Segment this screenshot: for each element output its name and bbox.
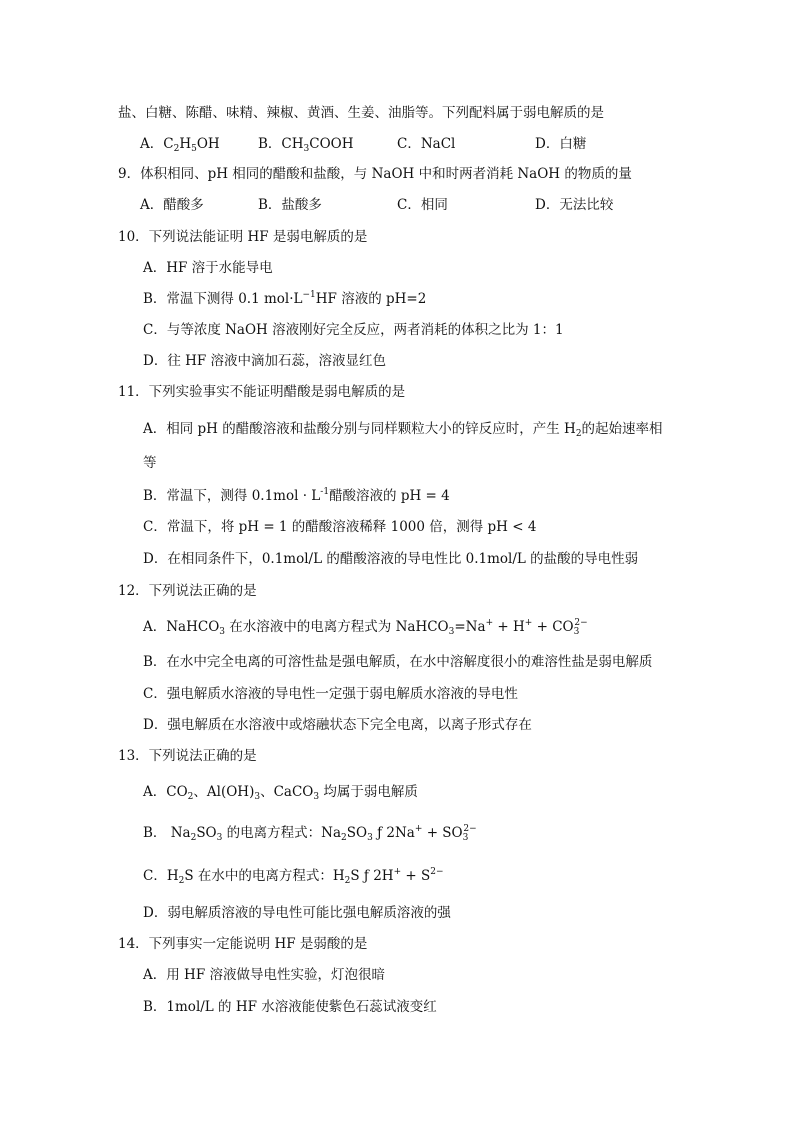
q11-option-a xyxy=(143,419,663,439)
superscript: + xyxy=(524,618,533,628)
option-text: HF 溶液的 pH=2 xyxy=(315,291,427,307)
subscript: 3 xyxy=(303,144,310,154)
option-b xyxy=(258,134,354,154)
subscript: 3 xyxy=(462,833,469,843)
subscript: 3 xyxy=(313,792,320,802)
question-10-stem: 10．下列说法能证明 HF 是弱电解质的是 xyxy=(118,229,368,245)
superscript: 2− xyxy=(430,867,444,877)
option-text: 、CaCO xyxy=(260,784,314,800)
option-d: D．白糖 xyxy=(535,136,587,152)
option-text: 的电离方程式：Na xyxy=(222,825,342,841)
option-text: B．常温下，测得 0.1mol · L xyxy=(143,488,321,504)
subscript: 5 xyxy=(191,144,197,154)
subscript: 2 xyxy=(178,876,185,886)
subscript: 3 xyxy=(254,792,261,802)
option-text: A．CO xyxy=(143,784,188,800)
option-text: S ƒ 2H xyxy=(350,868,394,884)
option-text: 醋酸溶液的 pH = 4 xyxy=(329,488,450,504)
q9-option-c: C．相同 xyxy=(397,197,448,213)
q9-option-a: A．醋酸多 xyxy=(140,197,204,213)
option-text: SO xyxy=(196,825,217,841)
subscript: 3 xyxy=(448,627,455,637)
superscript: −1 xyxy=(302,290,316,300)
q12-option-a xyxy=(143,617,588,637)
question-14-stem: 14．下列事实一定能说明 HF 是弱酸的是 xyxy=(118,936,368,952)
question-9-stem: 9．体积相同、pH 相同的醋酸和盐酸，与 NaOH 中和时两者消耗 NaOH 的物质的量 xyxy=(118,166,632,182)
q9-option-d: D．无法比较 xyxy=(535,197,614,213)
subscript: 3 xyxy=(367,833,373,843)
question-13-stem: 13．下列说法正确的是 xyxy=(118,748,257,764)
subscript: 2 xyxy=(187,792,194,802)
q9-option-b: B．盐酸多 xyxy=(258,197,322,213)
option-text: C．H xyxy=(143,868,179,884)
option-text: 均属于弱电解质 xyxy=(319,784,418,800)
question-12-stem: 12．下列说法正确的是 xyxy=(118,583,257,599)
q10-option-c: C．与等浓度 NaOH 溶液刚好完全反应，两者消耗的体积之比为 1：1 xyxy=(143,322,564,338)
q13-option-d: D．弱电解质溶液的导电性可能比强电解质溶液的强 xyxy=(143,905,451,921)
option-b-text: B．CH xyxy=(258,136,304,152)
q14-option-b: B．1mol/L 的 HF 水溶液能使紫色石蕊试液变红 xyxy=(143,999,437,1015)
option-text: 、Al(OH) xyxy=(193,784,255,800)
question-intro-text: 盐、白糖、陈醋、味精、辣椒、黄酒、生姜、油脂等。下列配料属于弱电解质的是 xyxy=(118,105,604,121)
subscript: 2 xyxy=(344,876,351,886)
option-text: + SO xyxy=(422,825,463,841)
option-text: + H xyxy=(493,619,525,635)
option-text: S 在水中的电离方程式：H xyxy=(184,868,345,884)
option-text: 的起始速率相 xyxy=(581,421,663,437)
subscript: 2 xyxy=(190,833,197,843)
q13-option-b xyxy=(143,823,477,843)
superscript: -1 xyxy=(320,487,330,497)
option-b-text: COOH xyxy=(309,136,354,152)
option-text: ƒ 2Na xyxy=(372,825,415,841)
subscript: 3 xyxy=(219,627,226,637)
superscript: 2− xyxy=(463,824,477,834)
option-a-text: H xyxy=(179,136,192,152)
subscript: 3 xyxy=(573,627,580,637)
q11-option-c: C．常温下，将 pH = 1 的醋酸溶液稀释 1000 倍，测得 pH < 4 xyxy=(143,519,537,535)
option-text: SO xyxy=(346,825,368,841)
q11-option-d: D．在相同条件下，0.1mol/L 的醋酸溶液的导电性比 0.1mol/L 的盐酸的导电性弱 xyxy=(143,551,639,567)
option-a-text: A．C xyxy=(140,136,174,152)
option-c: C．NaCl xyxy=(397,136,456,152)
option-text: B． Na xyxy=(143,825,191,841)
subscript: 2 xyxy=(341,833,347,843)
q12-option-d: D．强电解质在水溶液中或熔融状态下完全电离，以离子形式存在 xyxy=(143,717,532,733)
q10-option-d: D．往 HF 溶液中滴加石蕊，溶液显红色 xyxy=(143,353,387,369)
q12-option-c: C．强电解质水溶液的导电性一定强于弱电解质水溶液的导电性 xyxy=(143,686,518,702)
option-text: A．相同 pH 的醋酸溶液和盐酸分别与同样颗粒大小的锌反应时，产生 H xyxy=(143,421,576,437)
option-text: 在水溶液中的电离方程式为 NaHCO xyxy=(225,619,449,635)
q13-option-c xyxy=(143,866,444,886)
q10-option-b xyxy=(143,289,426,309)
q11-option-a-continued: 等 xyxy=(143,455,157,471)
subscript: 2 xyxy=(173,144,180,154)
q14-option-a: A．用 HF 溶液做导电性实验，灯泡很暗 xyxy=(143,967,385,983)
superscript: + xyxy=(485,618,494,628)
q13-option-a xyxy=(143,782,418,802)
option-text: A．NaHCO xyxy=(143,619,220,635)
subscript: 2 xyxy=(575,429,582,439)
option-a xyxy=(140,134,220,154)
option-text: B．常温下测得 0.1 mol·L xyxy=(143,291,303,307)
option-text: =Na xyxy=(454,619,486,635)
question-11-stem: 11．下列实验事实不能证明醋酸是弱电解质的是 xyxy=(118,384,406,400)
option-text: + CO xyxy=(532,619,574,635)
superscript: + xyxy=(393,867,402,877)
superscript: 2− xyxy=(574,618,588,628)
q10-option-a: A．HF 溶于水能导电 xyxy=(143,260,273,276)
option-a-text: OH xyxy=(196,136,220,152)
subscript: 3 xyxy=(216,833,223,843)
superscript: + xyxy=(414,824,423,834)
q12-option-b: B．在水中完全电离的可溶性盐是强电解质，在水中溶解度很小的难溶性盐是弱电解质 xyxy=(143,654,653,670)
q11-option-b xyxy=(143,486,450,506)
option-text: + S xyxy=(401,868,431,884)
